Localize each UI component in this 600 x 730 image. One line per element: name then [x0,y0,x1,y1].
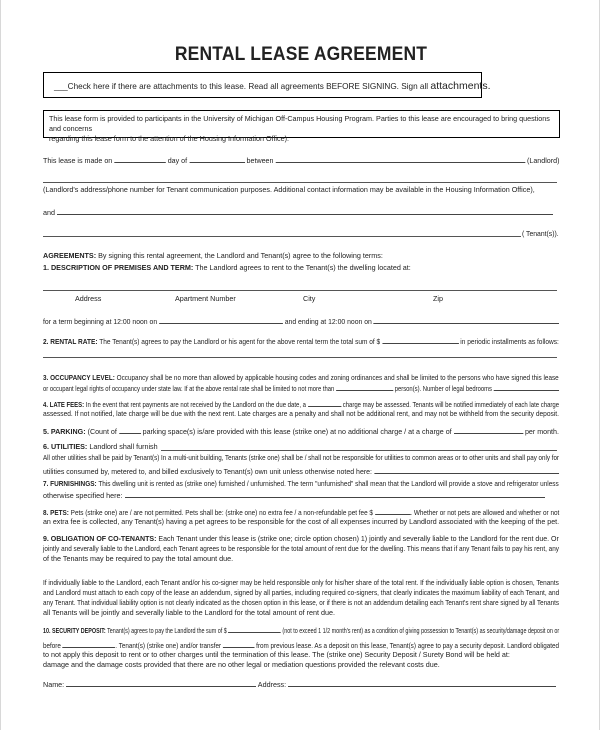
landlord-paren-label: (Landlord) [527,156,560,165]
holder-address-field[interactable] [288,679,556,687]
term-begin-field[interactable] [159,316,283,324]
section-9-line-3: of the Tenants may be required to pay the total amount due. [43,554,234,563]
section-5-text-c: per month. [524,427,559,436]
section-8-text-1b: . Whether or not pets are allowed and whether or not [410,508,560,517]
section-8-line-2: an extra fee is collected, any Tenant(s) having a pet agrees to be responsible for the cost of all expenses incurred by Landlord associated with the keeping of the pet. [43,517,560,526]
term-begin-label: for a term beginning at 12:00 noon on [43,317,158,326]
section-9-line-4: If individually liable to the Landlord, each Tenant and/or his co-signer may be held responsible only for his/her share of the total rent. If the individually liable option is chosen, Tenants [43,578,559,587]
and-line [43,207,553,218]
info-line-2: regarding this lease form to the attention of the Housing Information Office). [49,134,289,143]
zip-label: Zip [433,294,443,303]
pet-fee-field[interactable] [375,507,411,515]
section-1-heading: 1. DESCRIPTION OF PREMISES AND TERM: [43,263,194,272]
between-label: between [246,156,274,165]
day-field[interactable] [189,155,244,163]
section-5-text-a: (Count of [87,427,117,436]
and-label: and [43,208,55,217]
section-3-text-1: Occupancy shall be no more than allowed by applicable housing codes and zoning ordinances and shall be limited to the persons who have signed this lease [116,373,559,382]
agreements-line [43,251,383,261]
attachment-checkbox-blank[interactable]: ___ [54,82,68,91]
section-7-line-2 [43,490,545,501]
section-6-line-1: All other utilities shall be paid by Tenant(s) In a multi-unit building, Tenants (strike one) shall be / shall not be responsible for utilities to common areas or to other units and shall pay only for [43,453,559,462]
section-9-line-5: and Landlord must attach to each copy of the lease an addendum, signed by all parties, including required co-signers, that clearly indicates the maximum liability of each Tenant, and [43,588,560,597]
name-label: Name: [43,680,65,689]
landlord-name-field[interactable] [275,155,525,163]
section-10-heading: 10. SECURITY DEPOSIT: [43,626,106,635]
section-10-line-4: damage and the damage costs provided that there are no other legal or mediation questions provided the relevant costs due. [43,660,440,669]
section-3-text-2a: or occupant legal rights of occupancy under state law. If at the above rental rate shall be limited to not more than [43,384,335,393]
attachment-notice-text: Check here if there are attachments to this lease. Read all agreements BEFORE SIGNING. Sign all [67,82,429,91]
section-6-line-2 [43,466,559,477]
deposit-holder-line [43,679,556,690]
landlord-address-line[interactable] [43,182,557,183]
section-6-line-0 [43,442,158,452]
section-10-line-3: to not apply this deposit to rent or to other charges until the termination of this lease. The (strike one) Security Deposit / Surety Bond will be held at: [43,650,510,659]
transfer-amount-field[interactable] [223,640,255,648]
premises-address-line[interactable] [43,290,557,291]
section-3-heading: 3. OCCUPANCY LEVEL: [43,373,115,382]
term-line [43,316,559,327]
section-3-text-2b: person(s). Number of legal bedrooms [394,384,492,393]
section-6-text-2: utilities consumed by, metered to, and billed exclusively to Tenant(s) own unit unless otherwise noted here: [43,467,372,476]
late-charge-field[interactable] [308,399,341,407]
attachment-notice-text-big: attachments. [430,80,491,92]
section-6-heading: 6. UTILITIES: [43,442,88,451]
deposit-amount-field[interactable] [228,625,281,633]
utilities-notes-field[interactable] [374,466,559,474]
section-6-text-0: Landlord shall furnish [89,442,158,451]
section-5-heading: 5. PARKING: [43,427,86,436]
section-2-line [43,336,559,347]
address-label: Address [75,294,102,303]
section-7-line-1 [43,479,559,489]
section-2-text: The Tenant(s) agrees to pay the Landlord or his agent for the above rental term the total sum of $ [99,337,381,346]
utilities-furnished-line[interactable] [161,450,557,451]
tenant-name-field[interactable] [57,207,553,215]
holder-name-field[interactable] [66,679,256,687]
section-10-line-1 [43,625,559,636]
tenants-paren-label: ( Tenant(s)). [522,229,559,238]
section-8-text-1a: Pets (strike one) are / are not permitted. Pets shall be: (strike one) no extra fee / a non-refundable pet fee $ [70,508,373,517]
section-4-text-1: In the event that rent payments are not received by the Landlord on the due date, a [85,400,307,409]
section-9-line-7: all Tenants will be jointly and severally liable to the Landlord for the total amount of rent due. [43,608,335,617]
section-1-text: The Landlord agrees to rent to the Tenant(s) the dwelling located at: [195,263,411,272]
address-label-deposit: Address: [257,680,287,689]
day-of-label: day of [167,156,188,165]
parking-charge-field[interactable] [454,426,523,434]
installments-line[interactable] [43,357,557,358]
term-end-label: and ending at 12:00 noon on [284,317,372,326]
section-9-line-2: jointly and severally liable to the Landlord, each Tenant agrees to be responsible for the total amount of rent due for the dwelling. This means that if any Tenant fails to pay his rent, any [43,544,559,553]
section-7-heading: 7. FURNISHINGS: [43,479,97,488]
section-5-line [43,426,559,437]
info-line-1: This lease form is provided to participants in the University of Michigan Off-Campus Housing Program. Parties to this lease are encouraged to bring questions and concerns [49,114,550,133]
made-on-label: This lease is made on [43,156,113,165]
info-box [43,110,560,143]
section-5-text-b: parking space(s) is/are provided with this lease (strike one) at no additional charge / at a charge of [142,427,452,436]
section-3-line-1 [43,373,559,383]
rent-total-field[interactable] [382,336,458,344]
tenant-name-line-2[interactable] [43,236,521,237]
intro-line [43,155,559,166]
furnishings-notes-field[interactable] [125,490,545,498]
section-10-text-2b: . Tenant(s) (strike one) and/or transfer [115,641,222,650]
date-field[interactable] [114,155,166,163]
parking-count-field[interactable] [119,426,141,434]
section-2-heading: 2. RENTAL RATE: [43,337,98,346]
section-7-text-1: This dwelling unit is rented as (strike one) furnished / unfurnished. The term "unfurnished" shall mean that the Landlord will provide a stove and refrigerator unless [98,479,559,488]
agreements-heading: AGREEMENTS: [43,251,97,260]
section-4-heading: 4. LATE FEES: [43,400,85,409]
legal-bedrooms-field[interactable] [494,383,559,391]
section-1-line [43,263,411,273]
landlord-address-caption: (Landlord's address/phone number for Tenant communication purposes. Additional contact information may be available in the Housing Information Office), [43,185,535,194]
section-9-text-1: Each Tenant under this lease is (strike one; circle option chosen) 1) jointly and severally liable to the Landlord for the rent due. Or [158,534,559,543]
section-2-text-end: in periodic installments as follows: [460,337,559,346]
occupancy-limit-field[interactable] [336,383,393,391]
section-9-line-1 [43,534,559,544]
section-10-text-1a: Tenant(s) agrees to pay the Landlord the sum of $ [107,626,227,635]
agreements-text: By signing this rental agreement, the Landlord and Tenant(s) agree to the following terms: [98,251,383,260]
term-end-field[interactable] [374,316,560,324]
deposit-date-field[interactable] [63,640,116,648]
document-title: RENTAL LEASE AGREEMENT [174,44,428,65]
attachment-notice-box [43,72,491,98]
section-7-text-2: otherwise specified here: [43,491,123,500]
apartment-number-label: Apartment Number [175,294,236,303]
section-10-text-1b: (not to exceed 1 1/2 month's rent) as a condition of giving possession to Tenant(s) as security/damage deposit on or [282,626,560,635]
section-10-text-2c: from previous lease. As a deposit on this lease, Tenant(s) agree to pay a security deposit. Landlord obligated [256,641,560,650]
section-4-text-1b: charge may be assessed. Tenants will be notified immediately of each late charge [342,400,560,409]
section-4-line-2: assessed. If not notified, late charge will be due with the next rent. Late charges are a penalty and shall not be additional rent, and may not be withheld from the security deposit. [43,409,559,418]
section-9-line-6: any Tenant. That individual liability option is not clearly indicated as the chosen option in this lease, or if there is not an addendum detailing each Tenant's rent share signed by all Tenants [43,598,560,607]
section-9-heading: 9. OBLIGATION OF CO-TENANTS: [43,534,157,543]
city-label: City [303,294,316,303]
section-8-heading: 8. PETS: [43,508,69,517]
section-10-text-2a: before [43,641,61,650]
section-3-line-2 [43,383,559,394]
